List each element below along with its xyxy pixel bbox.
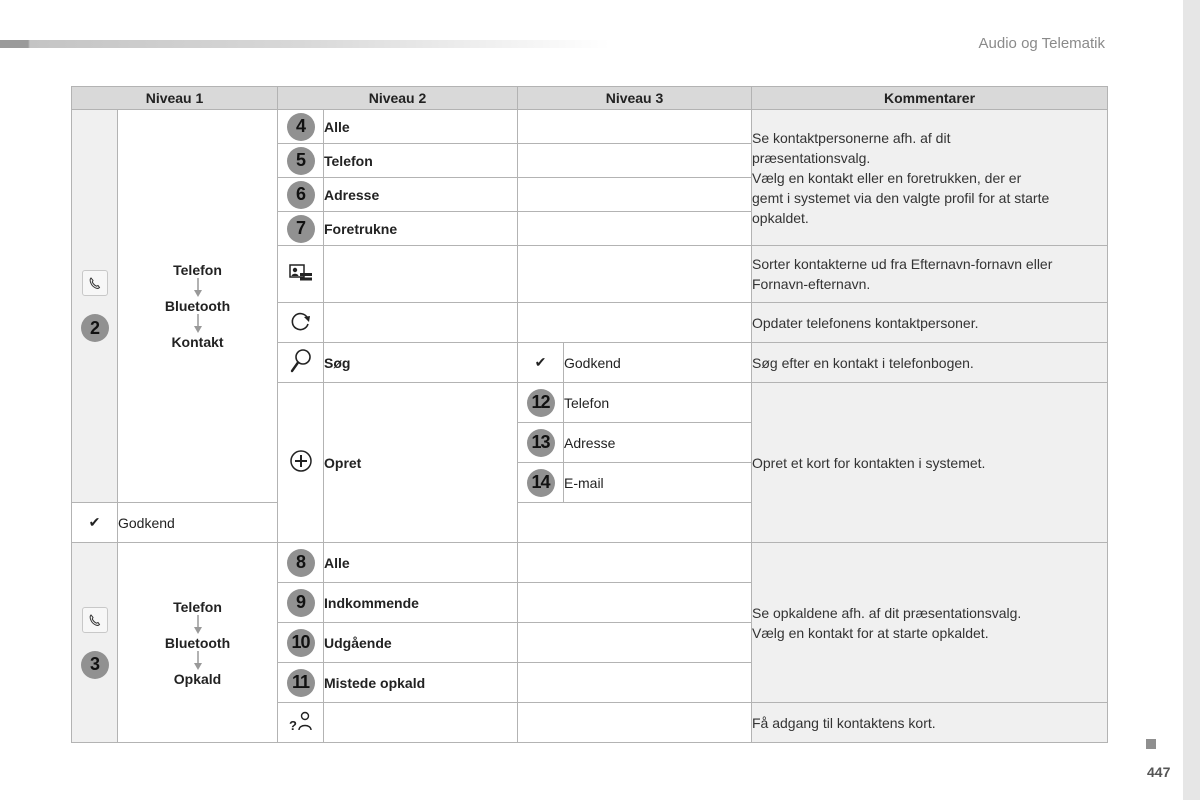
contact-card-icon [278, 703, 324, 743]
badge-cell [278, 178, 324, 212]
section2-level1-chain [118, 543, 278, 743]
sort-contacts-icon [278, 246, 324, 303]
menu-table [71, 86, 1108, 743]
level2-label: Adresse [324, 178, 518, 212]
refresh-icon [278, 303, 324, 343]
level3-empty [518, 663, 752, 703]
step-badge: 7 [287, 215, 315, 243]
table-row [72, 110, 1108, 144]
arrow-down-icon [193, 278, 203, 298]
chain-item: Telefon [173, 262, 222, 278]
header-decor-bar [0, 40, 610, 48]
level3-label: Telefon [564, 383, 752, 423]
comment-line: Se kontaktpersonerne afh. af dit [752, 129, 951, 146]
level2-label: Udgående [324, 623, 518, 663]
level3-empty [518, 583, 752, 623]
level3-empty [518, 303, 752, 343]
page-edge-strip [1183, 0, 1200, 800]
badge-cell [518, 463, 564, 503]
arrow-down-icon [193, 314, 203, 334]
comment-line: Fornavn-efternavn. [752, 276, 871, 292]
level2-label: Indkommende [324, 583, 518, 623]
level2-empty [324, 703, 518, 743]
badge-cell [278, 663, 324, 703]
comment-line: Se opkaldene afh. af dit præsentationsvalg. [752, 604, 1022, 621]
level3-empty [518, 110, 752, 144]
level2-empty [324, 246, 518, 303]
section2-level1-icons [72, 543, 118, 743]
comment-contacts [752, 110, 1108, 246]
comment-card: Få adgang til kontaktens kort. [752, 703, 1108, 743]
step-badge: 2 [81, 314, 109, 342]
level3-label: Godkend [118, 503, 278, 543]
comment-create: Opret et kort for kontakten i systemet. [752, 383, 1108, 543]
table-row [72, 543, 1108, 583]
comment-line: Vælg en kontakt for at starte opkaldet. [752, 624, 989, 641]
step-badge: 10 [287, 629, 315, 657]
comment-search: Søg efter en kontakt i telefonbogen. [752, 343, 1108, 383]
step-badge: 4 [287, 113, 315, 141]
section1-level1-icons [72, 110, 118, 503]
level3-empty [518, 212, 752, 246]
header-niveau-2: Niveau 2 [278, 87, 518, 110]
step-badge: 6 [287, 181, 315, 209]
level3-empty [518, 703, 752, 743]
level3-label: Adresse [564, 423, 752, 463]
badge-cell [278, 623, 324, 663]
step-badge: 8 [287, 549, 315, 577]
step-badge: 12 [527, 389, 555, 417]
search-icon [278, 343, 324, 383]
check-icon: ✔ [518, 343, 564, 383]
badge-cell [518, 423, 564, 463]
page-header-title: Audio og Telematik [978, 35, 1105, 52]
chain-item: Bluetooth [164, 634, 231, 651]
svg-text:?: ? [288, 718, 297, 733]
arrow-down-icon [193, 651, 203, 671]
level2-label: Søg [324, 343, 518, 383]
step-badge: 13 [527, 429, 555, 457]
level3-label: Godkend [564, 343, 752, 383]
comment-line: Vælg en kontakt eller en foretrukken, der er [752, 169, 1022, 186]
badge-cell [278, 212, 324, 246]
level3-empty [518, 543, 752, 583]
chain-item: Telefon [173, 598, 222, 615]
comment-line: opkaldet. [752, 209, 809, 226]
level3-empty [518, 623, 752, 663]
comment-sort [752, 246, 1108, 303]
badge-cell [278, 144, 324, 178]
header-kommentarer: Kommentarer [752, 87, 1108, 110]
step-badge: 11 [287, 669, 315, 697]
chain-item: Opkald [173, 670, 222, 687]
level3-empty [518, 246, 752, 303]
level2-label: Alle [324, 110, 518, 144]
level2-label: Alle [324, 543, 518, 583]
step-badge: 14 [527, 469, 555, 497]
badge-cell [278, 543, 324, 583]
chain-item: Bluetooth [164, 298, 231, 314]
level2-label: Telefon [324, 144, 518, 178]
section1-level1-chain [118, 110, 278, 503]
badge-cell [518, 383, 564, 423]
comment-update: Opdater telefonens kontaktpersoner. [752, 303, 1108, 343]
level2-label: Foretrukne [324, 212, 518, 246]
plus-circle-icon [278, 383, 324, 543]
level3-label: E-mail [564, 463, 752, 503]
table-header-row [72, 87, 1108, 110]
level3-empty [518, 178, 752, 212]
page-marker [1146, 739, 1156, 749]
step-badge: 9 [287, 589, 315, 617]
page-number: 447 [1147, 764, 1171, 780]
phone-icon [82, 270, 108, 296]
phone-icon [82, 607, 108, 633]
header-niveau-1: Niveau 1 [72, 87, 278, 110]
level3-empty [518, 144, 752, 178]
comment-line: gemt i systemet via den valgte profil for at starte [752, 189, 1050, 206]
check-icon: ✔ [72, 503, 118, 543]
header-niveau-3: Niveau 3 [518, 87, 752, 110]
badge-cell [278, 110, 324, 144]
comment-line: præsentationsvalg. [752, 149, 871, 166]
level2-empty [324, 303, 518, 343]
step-badge: 3 [81, 651, 109, 679]
comment-calls [752, 543, 1108, 703]
level2-label: Mistede opkald [324, 663, 518, 703]
level2-label: Opret [324, 383, 518, 543]
arrow-down-icon [193, 615, 203, 635]
comment-line: Sorter kontakterne ud fra Efternavn-fornavn eller [752, 256, 1053, 272]
chain-item: Kontakt [171, 334, 224, 350]
step-badge: 5 [287, 147, 315, 175]
badge-cell [278, 583, 324, 623]
